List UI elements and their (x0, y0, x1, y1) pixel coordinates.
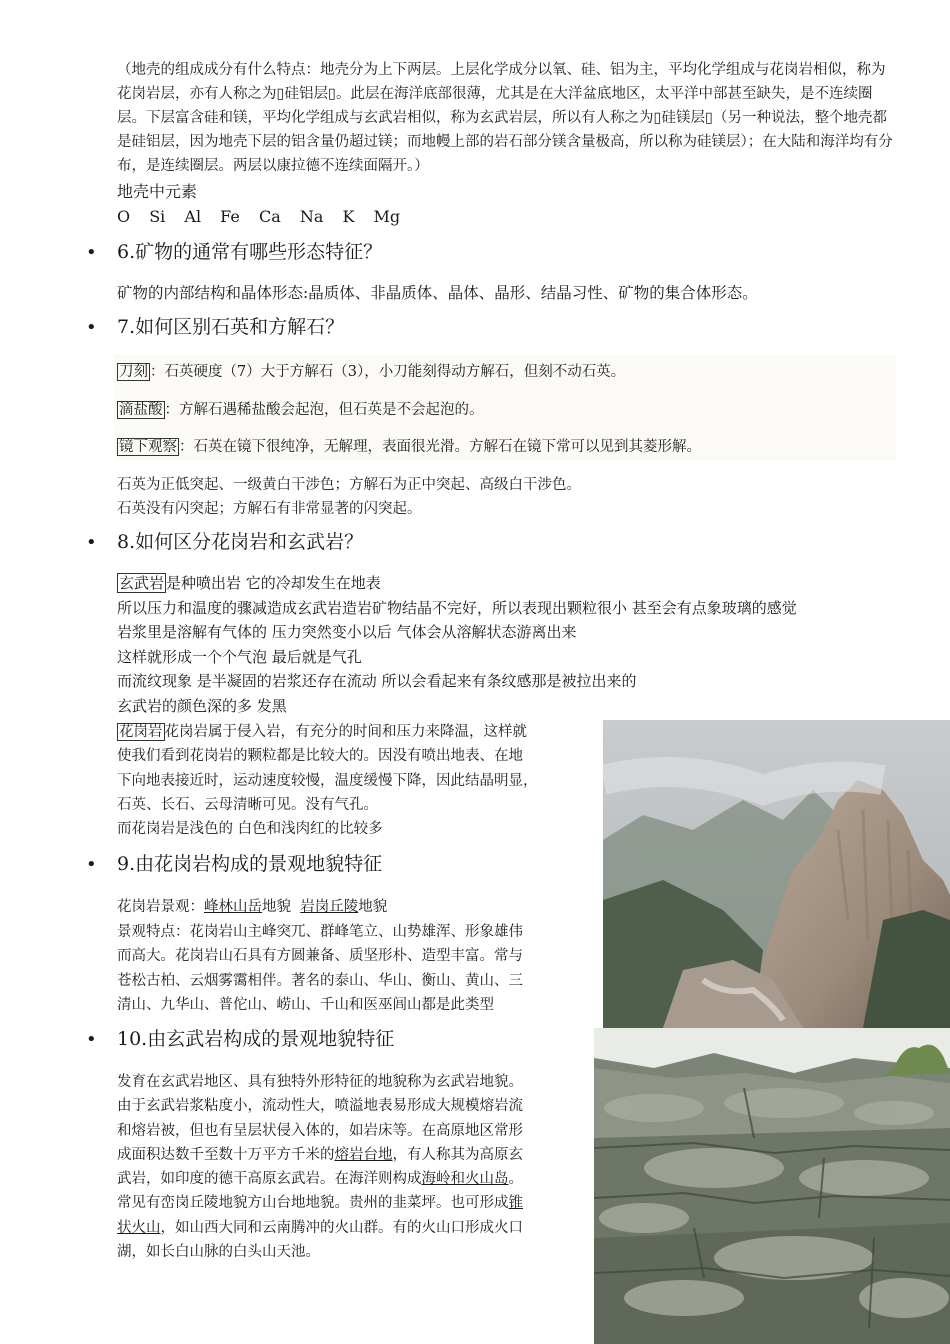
bullet-q7: • (86, 317, 97, 338)
element-item: Al (184, 207, 202, 226)
granite-line: 石英、长石、云母清晰可见。没有气孔。 (117, 796, 378, 813)
method-row-knife (117, 361, 625, 383)
q10-line (117, 1167, 523, 1191)
basalt-line: 岩浆里是溶解有气体的 压力突然变小以后 气体会从溶解状态游离出来 (117, 623, 577, 641)
landform-mid: 地貌 (262, 899, 301, 915)
q10-text: 常见有峦岗丘陵地貌方山台地地貌。贵州的韭菜坪。也可形成 (117, 1195, 509, 1212)
heading-q6: 6.矿物的通常有哪些形态特征？ (117, 241, 383, 263)
q10-text: 。 (508, 1171, 523, 1188)
landform-suffix: 地貌 (358, 899, 388, 915)
q10-underlined: 状火山 (117, 1219, 161, 1236)
bullet-q10: • (86, 1029, 97, 1050)
q10-line (117, 1216, 523, 1240)
basalt-section (117, 571, 797, 718)
q10-underlined: 锥 (508, 1195, 523, 1212)
method-text: ：石英在镜下很纯净，无解理，表面很光滑。方解石在镜下常可以见到其菱形解。 (179, 439, 701, 455)
granite-tag: 花岗岩 (119, 724, 163, 740)
method-text: ：方解石遇稀盐酸会起泡，但石英是不会起泡的。 (164, 402, 484, 418)
bullet-q9: • (86, 854, 97, 875)
basalt-rock-photo (594, 1028, 950, 1344)
landform-type: 岩岗丘陵 (300, 899, 359, 915)
element-item: Fe (220, 207, 240, 226)
basalt-tag: 玄武岩 (119, 574, 165, 592)
element-item: O (117, 207, 131, 226)
q10-line: 和熔岩被，但也有呈层状侵入体的，如岩床等。在高原地区常形 (117, 1122, 523, 1139)
granite-section (117, 720, 538, 841)
granite-line: 使我们看到花岗岩的颗粒都是比较大的。因没有喷出地表、在地 (117, 748, 523, 765)
heading-q9: 9.由花岗岩构成的景观地貌特征 (117, 853, 383, 875)
elements-title: 地壳中元素 (117, 182, 198, 201)
intro-paragraph: （地壳的组成成分有什么特点：地壳分为上下两层。上层化学成分以氧、硅、铝为主，平均化学组成与花岗岩相似，称为花岗岩层，亦有人称之为▯硅铝层▯。此层在海洋底部很薄，尤其是在大洋盆底地区，太平洋中部甚至缺失，是不连续圈层。下层富含硅和镁，平均化学组成与玄武岩相似，称为玄武岩层，所以有人称之为▯硅镁层▯（另一种说法，整个地壳都是硅铝层，因为地壳下层的铝含量仍超过镁；而地幔上部的岩石部分镁含量极高，所以称为硅镁层）；在大陆和海洋均有分布，是连续圈层。两层以康拉德不连续面隔开。） (117, 62, 893, 174)
element-item: K (342, 207, 355, 226)
basalt-line: 所以压力和温度的骤减造成玄武岩造岩矿物结晶不完好，所以表现出颗粒很小 甚至会有点象玻璃的感觉 (117, 598, 797, 617)
q9-line: 清山、九华山、普佗山、崂山、千山和医巫闾山都是此类型 (117, 997, 494, 1013)
basalt-line: 而流纹现象 是半凝固的岩浆还存在流动 所以会看起来有条纹感那是被拉出来的 (117, 672, 637, 690)
q10-underlined: 熔岩台地 (334, 1146, 393, 1163)
heading-q8: 8.如何区分花岗岩和玄武岩？ (117, 531, 364, 553)
method-tag: 滴盐酸 (119, 402, 163, 418)
heading-q10: 10.由玄武岩构成的景观地貌特征 (117, 1028, 395, 1050)
method-row-acid (117, 399, 484, 421)
method-tag: 镜下观察 (119, 439, 177, 455)
q9-body (117, 895, 523, 1018)
granite-line: 下向地表接近时，运动速度较慢，温度缓慢下降，因此结晶明显， (117, 772, 538, 789)
element-item: Na (299, 207, 324, 226)
element-item: Si (149, 207, 166, 226)
elements-list (117, 206, 414, 228)
q10-line (117, 1191, 523, 1215)
note-line: 石英为正低突起、一级黄白干涉色；方解石为正中突起、高级白干涉色。 (117, 477, 581, 493)
basalt-rock-illustration (594, 1028, 950, 1344)
method-text: ：石英硬度（7）大于方解石（3），小刀能刻得动方解石，但刻不动石英。 (150, 364, 626, 380)
bullet-q6: • (86, 242, 97, 263)
bullet-q8: • (86, 532, 97, 553)
basalt-line: 这样就形成一个个气泡 最后就是气孔 (117, 647, 362, 666)
granite-mountain-photo (603, 720, 950, 1028)
q7-notes (117, 473, 581, 522)
q10-text: ，有人称其为高原玄 (392, 1146, 523, 1163)
method-tag: 刀刻 (119, 364, 148, 380)
q10-line: 发育在玄武岩地区、具有独特外形特征的地貌称为玄武岩地貌。 (117, 1074, 523, 1090)
q10-text: ，如山西大同和云南腾冲的火山群。有的火山口形成火口 (160, 1219, 523, 1236)
landform-types-line (117, 895, 523, 920)
method-row-microscope (117, 436, 701, 458)
element-item: Ca (258, 207, 281, 226)
q10-text: 成面积达数千至数十万平方千米的 (117, 1146, 335, 1163)
granite-line: 花岗岩属于侵入岩，有充分的时间和压力来降温，这样就 (164, 724, 527, 740)
landform-prefix: 花岗岩景观： (117, 899, 204, 915)
granite-mountain-illustration (603, 720, 950, 1028)
q10-body (117, 1070, 523, 1264)
element-item: Mg (373, 207, 401, 226)
note-line: 石英没有闪突起；方解石有非常显著的闪突起。 (117, 501, 422, 518)
q10-line: 由于玄武岩浆粘度小，流动性大，喷溢地表易形成大规模熔岩流 (117, 1098, 523, 1115)
q9-line: 景观特点：花岗岩山主峰突兀、群峰笔立、山势雄浑、形象雄伟 (117, 923, 523, 940)
heading-q7: 7.如何区别石英和方解石？ (117, 316, 345, 338)
basalt-line: 是种喷出岩 它的冷却发生在地表 (166, 574, 381, 592)
answer-q6: 矿物的内部结构和晶体形态:晶质体、非晶质体、晶体、晶形、结晶习性、矿物的集合体形态。 (117, 284, 758, 302)
granite-line: 而花岗岩是浅色的 白色和浅肉红的比较多 (117, 821, 383, 838)
q10-text: 武岩，如印度的德干高原玄武岩。在海洋则构成 (117, 1171, 422, 1188)
basalt-line: 玄武岩的颜色深的多 发黑 (117, 696, 287, 715)
q10-line (117, 1143, 523, 1167)
q9-line: 苍松古柏、云烟雾霭相伴。著名的泰山、华山、衡山、黄山、三 (117, 972, 523, 989)
q9-line: 而高大。花岗岩山石具有方圆兼备、质坚形朴、造型丰富。常与 (117, 948, 523, 964)
landform-type: 峰林山岳 (204, 899, 262, 915)
q10-line: 湖，如长白山脉的白头山天池。 (117, 1244, 320, 1261)
q10-underlined: 海岭和火山岛 (421, 1171, 509, 1188)
